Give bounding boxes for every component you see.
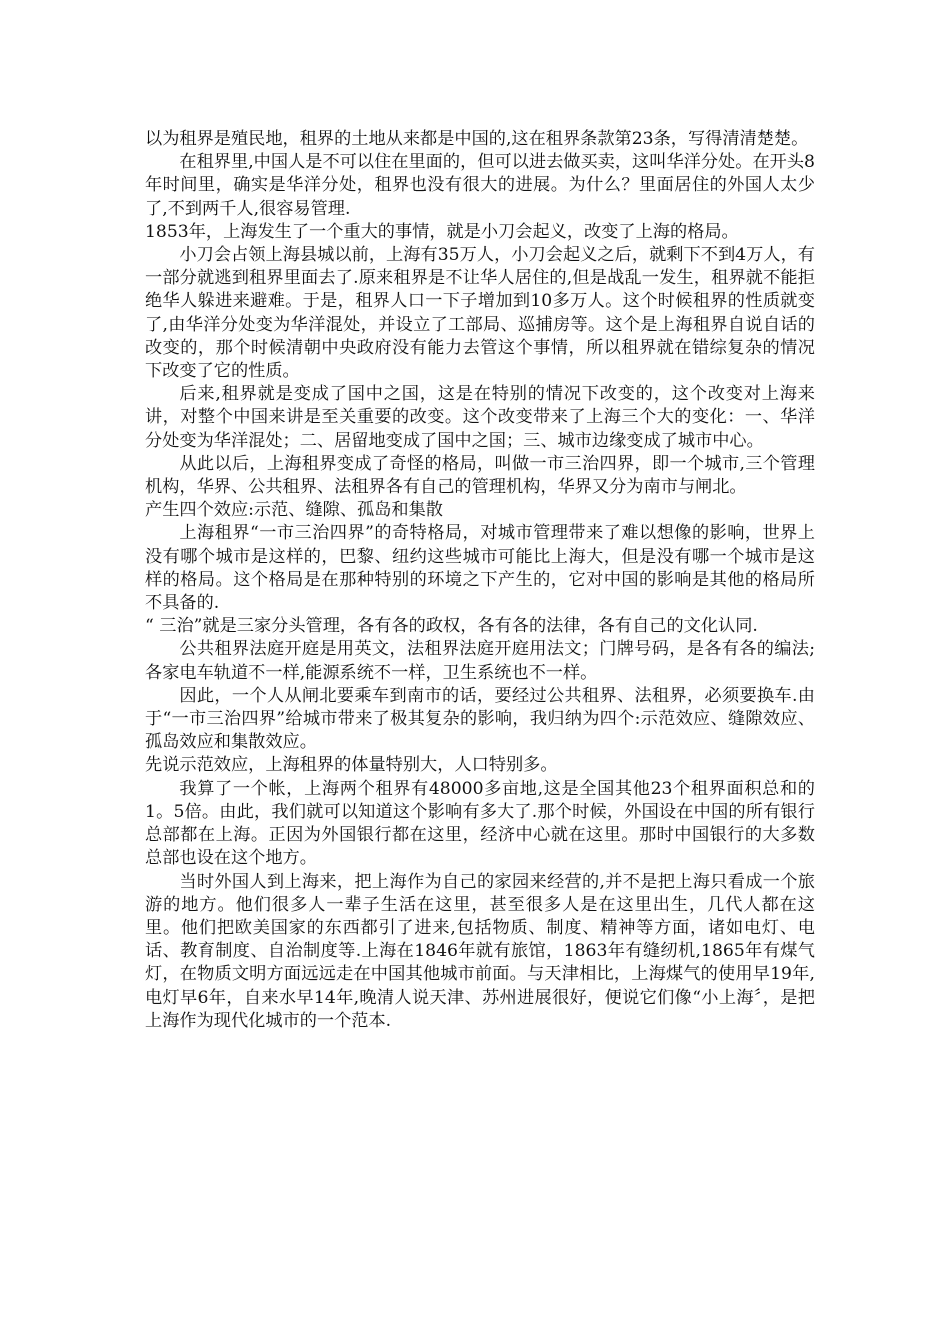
paragraph-14: 当时外国人到上海来，把上海作为自己的家园来经营的,并不是把上海只看成一个旅游的地方。他们很多人一辈子生活在这里，甚至很多人是在这里出生，几代人都在这里。他们把欧美国家的东西都引了进来,包括物质、制度、精神等方面，诸如电灯、电话、教育制度、自治制度等.上海在1846年就有旅馆，1863年有缝纫机,1865年有煤气灯，在物质文明方面远远走在中国其他城市前面。与天津相比，上海煤气的使用早19年,电灯早6年，自来水早14年,晚清人说天津、苏州进展很好，便说它们像“小上海〞，是把上海作为现代化城市的一个范本. (145, 871, 815, 1031)
paragraph-5: 后来,租界就是变成了国中之国，这是在特别的情况下改变的，这个改变对上海来讲，对整个中国来讲是至关重要的改变。这个改变带来了上海三个大的变化：一、华洋分处变为华洋混处；二、居留地变成了国中之国；三、城市边缘变成了城市中心。 (145, 384, 815, 451)
paragraph-8: 上海租界“一市三治四界”的奇特格局，对城市管理带来了难以想像的影响，世界上没有哪个城市是这样的，巴黎、纽约这些城市可能比上海大，但是没有哪一个城市是这样的格局。这个格局是在那种特别的环境之下产生的，它对中国的影响是其他的格局所不具备的. (145, 523, 815, 614)
paragraph-12: 先说示范效应，上海租界的体量特别大，人口特别多。 (145, 755, 558, 776)
document-body (145, 128, 815, 1033)
paragraph-3: 1853年，上海发生了一个重大的事情，就是小刀会起义，改变了上海的格局。 (145, 221, 739, 242)
paragraph-6: 从此以后，上海租界变成了奇怪的格局，叫做一市三治四界，即一个城市,三个管理机构，华界、公共租界、法租界各有自己的管理机构，华界又分为南市与闸北。 (145, 453, 815, 498)
paragraph-4: 小刀会占领上海县城以前，上海有35万人，小刀会起义之后，就剩下不到4万人，有一部分就逃到租界里面去了.原来租界是不让华人居住的,但是战乱一发生，租界就不能拒绝华人躲进来避难。于是，租界人口一下子增加到10多万人。这个时候租界的性质就变了,由华洋分处变为华洋混处，并设立了工部局、巡捕房等。这个是上海租界自说自话的改变的，那个时候清朝中央政府没有能力去管这个事情，所以租界就在错综复杂的情况下改变了它的性质。 (145, 245, 815, 382)
paragraph-11: 因此，一个人从闸北要乘车到南市的话，要经过公共租界、法租界，必须要换车.由于“一市三治四界”给城市带来了极其复杂的影响，我归纳为四个:示范效应、缝隙效应、孤岛效应和集散效应。 (145, 685, 815, 753)
section-heading: 产生四个效应:示范、缝隙、孤岛和集散 (145, 500, 443, 521)
paragraph-10: 公共租界法庭开庭是用英文，法租界法庭开庭用法文；门牌号码，是各有各的编法;各家电车轨道不一样,能源系统不一样，卫生系统也不一样。 (145, 639, 815, 683)
paragraph-13: 我算了一个帐，上海两个租界有48000多亩地,这是全国其他23个租界面积总和的1。5倍。由此，我们就可以知道这个影响有多大了.那个时候，外国设在中国的所有银行总部都在上海。正因为外国银行都在这里，经济中心就在这里。那时中国银行的大多数总部也设在这个地方。 (145, 778, 815, 869)
paragraph-2: 在租界里,中国人是不可以住在里面的，但可以进去做买卖，这叫华洋分处。在开头8年时间里，确实是华洋分处，租界也没有很大的进展。为什么？里面居住的外国人太少了,不到两千人,很容易管理. (145, 152, 815, 219)
paragraph-1: 以为租界是殖民地，租界的土地从来都是中国的,这在租界条款第23条，写得清清楚楚。 (145, 129, 809, 149)
paragraph-9: “ 三治”就是三家分头管理，各有各的政权，各有各的法律，各有自己的文化认同. (145, 616, 758, 637)
